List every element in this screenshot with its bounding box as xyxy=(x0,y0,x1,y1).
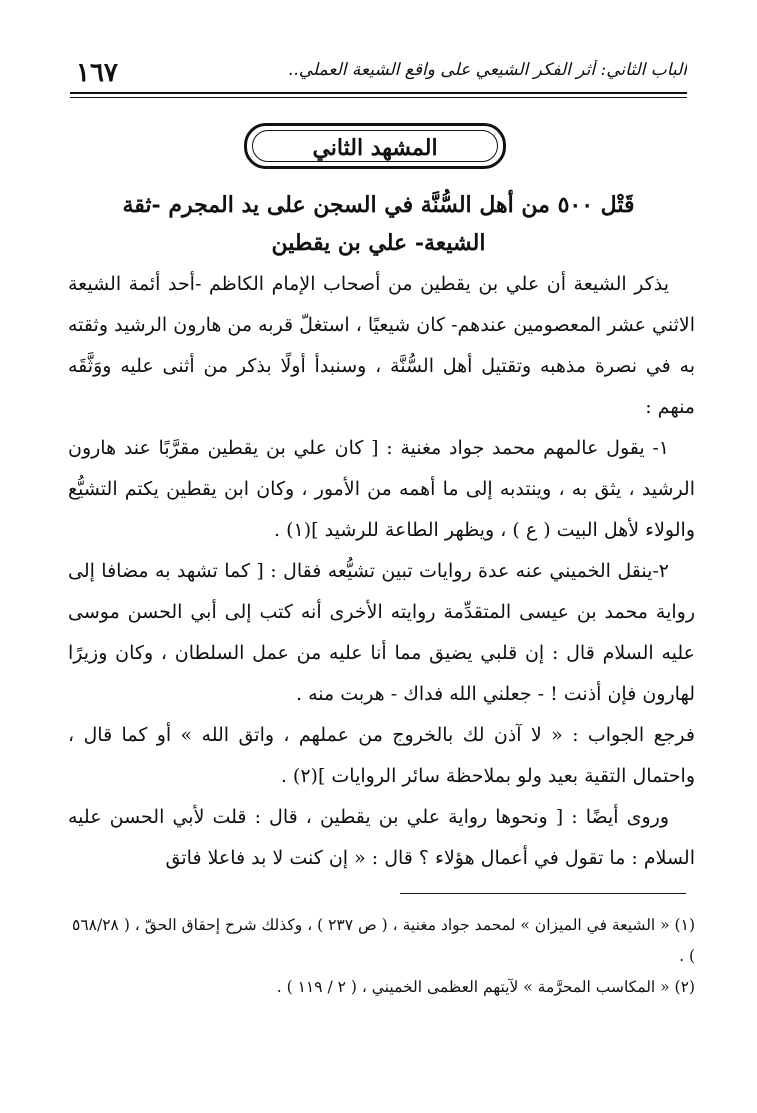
paragraph-quote-2-continued: فرجع الجواب : « لا آذن لك بالخروج من عملهم ، واتق الله » أو كما قال ، واحتمال التقية بعيد ولو بملاحظة سائر الروايات ](٢) . xyxy=(68,724,695,787)
footnote-divider xyxy=(400,893,686,894)
subtitle-heading: قَتْل ٥٠٠ من أهل السُّنَّة في السجن على يد المجرم -ثقة الشيعة- علي بن يقطين xyxy=(122,192,635,256)
section-title: المشهد الثاني xyxy=(312,135,438,161)
footnotes xyxy=(68,910,695,1003)
header-rule-thin xyxy=(70,97,687,98)
paragraph-intro: يذكر الشيعة أن علي بن يقطين من أصحاب الإمام الكاظم -أحد أئمة الشيعة الاثني عشر المعصومين عندهم- كان شيعيًا ، استغلّ قربه من هارون الرشيد وثقته به في نصرة مذهبه وتقتيل أهل السُّنَّة ، وسنبدأ أولًا بذكر من أثنى عليه ووَثَّقَه منهم : xyxy=(68,273,695,418)
header-rule xyxy=(70,92,687,94)
page-number: ١٦٧ xyxy=(76,58,118,88)
body-text xyxy=(68,264,695,879)
running-title: الباب الثاني: أثر الفكر الشيعي على واقع الشيعة العملي.. xyxy=(287,60,687,80)
footnote-2: (٢) « المكاسب المحرَّمة » لآيتهم العظمى الخميني ، ( ٢ / ١١٩ ) . xyxy=(276,978,695,996)
section-title-box xyxy=(244,123,506,169)
paragraph-quote-3: وروى أيضًا : [ ونحوها رواية علي بن يقطين ، قال : قلت لأبي الحسن عليه السلام : ما تقول في أعمال هؤلاء ؟ قال : « إن كنت لا بد فاعلا فاتق xyxy=(68,806,695,869)
running-header xyxy=(70,56,687,96)
paragraph-quote-1: ١- يقول عالمهم محمد جواد مغنية : [ كان علي بن يقطين مقرَّبًا عند هارون الرشيد ، يثق به ، وينتدبه إلى ما أهمه من الأمور ، وكان ابن يقطين يكتم التشيُّع والولاء لأهل البيت ( ع ) ، ويظهر الطاعة للرشيد ](١) . xyxy=(68,437,695,541)
paragraph-quote-2: ٢-ينقل الخميني عنه عدة روايات تبين تشيُّعه فقال : [ كما تشهد به مضافا إلى رواية محمد بن عيسى المتقدِّمة روايته الأخرى أنه كتب إلى أبي الحسن موسى عليه السلام قال : إن قلبي يضيق مما أنا عليه من عمل السلطان ، وكان وزيرًا لهارون فإن أذنت ! - جعلني الله فداك - هربت منه . xyxy=(68,560,695,705)
footnote-1: (١) « الشيعة في الميزان » لمحمد جواد مغنية ، ( ص ٢٣٧ ) ، وكذلك شرح إحقاق الحقّ ، ( ٥٦٨/٢٨ ) . xyxy=(72,916,695,965)
